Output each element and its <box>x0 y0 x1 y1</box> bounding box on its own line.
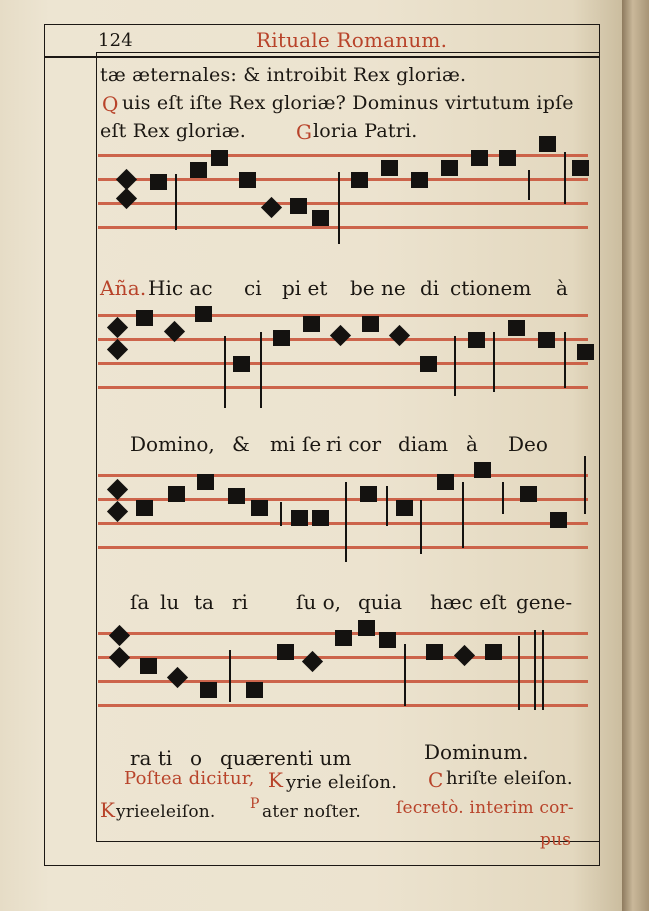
lyric-syllable: ſu o, <box>296 590 342 614</box>
lyric-syllable: mi <box>270 432 296 456</box>
neume <box>437 474 454 490</box>
lyric-syllable: ſa <box>130 590 150 614</box>
note-stem <box>224 336 226 408</box>
neume <box>251 500 268 516</box>
text-line-2: uis eſt iſte Rex gloriæ? Dominus virtutum ipſe <box>122 92 574 114</box>
neume <box>211 150 228 166</box>
lyric-syllable: lu <box>160 590 180 614</box>
staff-line <box>98 202 588 205</box>
neume <box>441 160 458 176</box>
neume <box>312 210 329 226</box>
neume-diamond <box>389 325 410 346</box>
staff-3 <box>98 472 588 552</box>
header-rule <box>44 56 600 58</box>
neume-diamond <box>107 479 128 500</box>
christe-eleison: hriſte eleiſon. <box>446 768 573 789</box>
neume <box>550 512 567 528</box>
neume <box>358 620 375 636</box>
staff-line <box>98 546 588 549</box>
note-stem <box>528 170 530 200</box>
lyric-syllable: diam <box>398 432 449 456</box>
neume <box>136 500 153 516</box>
neume <box>239 172 256 188</box>
neume-diamond <box>454 645 475 666</box>
lyric-syllable: ci <box>244 276 262 300</box>
lyric-syllable: à <box>556 276 568 300</box>
lyric-syllable: be ne <box>350 276 406 300</box>
lyric-syllable: ctionem <box>450 276 532 300</box>
note-stem <box>386 486 388 526</box>
note-stem <box>338 172 340 244</box>
kyrie-eleison-2: yrieeleiſon. <box>116 802 216 822</box>
neume <box>396 500 413 516</box>
note-stem <box>454 336 456 396</box>
staff-line <box>98 474 588 477</box>
lyric-syllable: quia <box>358 590 403 614</box>
neume <box>168 486 185 502</box>
staff-line <box>98 656 588 659</box>
neume <box>228 488 245 504</box>
neume <box>335 630 352 646</box>
note-stem <box>280 502 282 526</box>
text-line-1: tæ æternales: & introibit Rex gloriæ. <box>100 64 467 86</box>
neume <box>471 150 488 166</box>
staff-line <box>98 178 588 181</box>
neume <box>195 306 212 322</box>
neume-diamond <box>302 651 323 672</box>
note-stem <box>518 636 520 710</box>
lyric-syllable: ſe <box>302 432 322 456</box>
neume <box>291 510 308 526</box>
neume <box>303 316 320 332</box>
neume <box>362 316 379 332</box>
neume <box>499 150 516 166</box>
neume <box>411 172 428 188</box>
neume-diamond <box>107 339 128 360</box>
neume <box>351 172 368 188</box>
staff-line <box>98 522 588 525</box>
staff-1 <box>98 152 588 232</box>
neume <box>538 332 555 348</box>
staff-2 <box>98 312 588 392</box>
catchword: pus <box>540 830 572 850</box>
lyric-syllable: Dominum. <box>424 740 529 764</box>
note-stem <box>260 332 262 408</box>
rubric-postea: Poſtea dicitur, <box>124 768 255 789</box>
neume-diamond <box>261 197 282 218</box>
lyric-syllable: quærenti um <box>220 746 352 770</box>
rubric-secreto: ſecretò. interim cor- <box>396 798 574 818</box>
antiphon-rubric: Aña. <box>100 276 147 300</box>
staff-line <box>98 386 588 389</box>
neume <box>136 310 153 326</box>
staff-4 <box>98 630 588 710</box>
lyric-syllable: Domino, <box>130 432 215 456</box>
neume <box>190 162 207 178</box>
neume <box>572 160 589 176</box>
neume <box>577 344 594 360</box>
text-line-3a: eſt Rex gloriæ. <box>100 120 246 142</box>
initial-k2: K <box>100 798 116 822</box>
note-stem <box>534 630 536 710</box>
neume <box>420 356 437 372</box>
text-line-3b: loria Patri. <box>313 120 418 142</box>
neume <box>360 486 377 502</box>
page-number: 124 <box>98 30 133 51</box>
staff-line <box>98 362 588 365</box>
neume <box>150 174 167 190</box>
neume <box>233 356 250 372</box>
neume <box>468 332 485 348</box>
lyric-syllable: ta <box>194 590 214 614</box>
staff-line <box>98 704 588 707</box>
initial-p: P <box>250 796 260 812</box>
neume <box>520 486 537 502</box>
neume <box>474 462 491 478</box>
note-stem <box>564 332 566 388</box>
neume <box>273 330 290 346</box>
lyric-syllable: ri <box>232 590 248 614</box>
neume-diamond <box>330 325 351 346</box>
neume <box>485 644 502 660</box>
neume-diamond <box>107 501 128 522</box>
note-stem <box>404 644 406 706</box>
note-stem <box>564 152 566 204</box>
staff-line <box>98 226 588 229</box>
neume-diamond <box>107 317 128 338</box>
neume <box>277 644 294 660</box>
lyric-syllable: & <box>232 432 250 456</box>
neume <box>200 682 217 698</box>
neume <box>539 136 556 152</box>
lyric-syllable: Deo <box>508 432 548 456</box>
pater-noster: ater noſter. <box>262 802 361 822</box>
note-stem <box>420 500 422 554</box>
neume-diamond <box>109 647 130 668</box>
lyric-syllable: o <box>190 746 203 770</box>
note-stem <box>462 482 464 548</box>
lyric-syllable: ra ti <box>130 746 173 770</box>
lyric-syllable: ri cor <box>326 432 382 456</box>
note-stem <box>502 482 504 514</box>
neume <box>381 160 398 176</box>
note-stem <box>542 630 544 710</box>
neume <box>197 474 214 490</box>
note-stem <box>493 332 495 392</box>
neume <box>379 632 396 648</box>
clef-diamond <box>116 188 137 209</box>
lyric-syllable: hæc eſt <box>430 590 507 614</box>
initial-g: G <box>296 120 313 144</box>
note-stem <box>345 482 347 562</box>
lyric-syllable: Hic ac <box>148 276 213 300</box>
lyric-syllable: à <box>466 432 478 456</box>
book-spine <box>622 0 649 911</box>
neume <box>290 198 307 214</box>
note-stem <box>584 456 586 514</box>
lyric-syllable: di <box>420 276 440 300</box>
neume <box>140 658 157 674</box>
neume <box>426 644 443 660</box>
neume <box>312 510 329 526</box>
note-stem <box>175 174 177 230</box>
neume <box>246 682 263 698</box>
initial-q: Q <box>102 92 119 116</box>
neume <box>508 320 525 336</box>
initial-k: K <box>268 768 284 792</box>
note-stem <box>229 650 231 702</box>
lyric-syllable: gene- <box>516 590 573 614</box>
staff-line <box>98 314 588 317</box>
running-title: Rituale Romanum. <box>256 28 448 52</box>
initial-c: C <box>428 768 444 792</box>
neume-diamond <box>167 667 188 688</box>
lyric-syllable: pi et <box>282 276 328 300</box>
kyrie-eleison: yrie eleiſon. <box>286 772 398 793</box>
